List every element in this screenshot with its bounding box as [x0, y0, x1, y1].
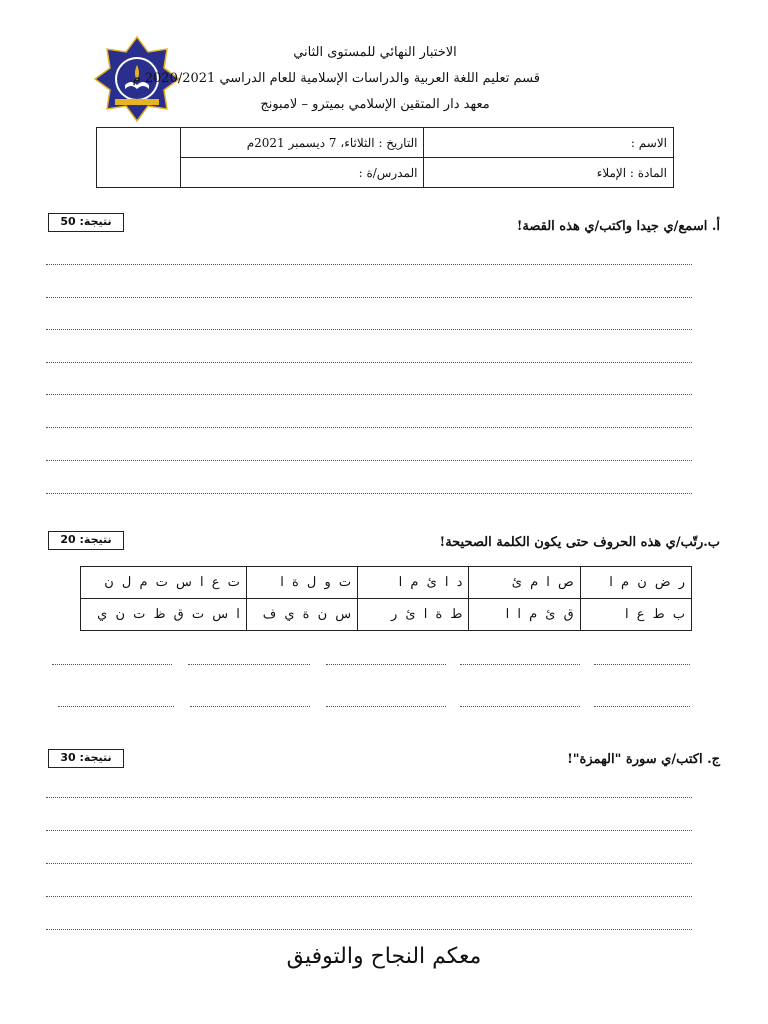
letters-cell: س ن ة ي ف	[246, 599, 357, 631]
answer-line	[46, 896, 692, 897]
letters-row	[81, 567, 692, 599]
student-info-table	[96, 127, 674, 188]
section-a-score: نتيجة: 50	[48, 213, 124, 232]
letters-cell: د ا ئ م ا	[358, 567, 469, 599]
short-answer-line	[188, 664, 310, 665]
answer-line	[46, 394, 692, 395]
answer-line	[46, 297, 692, 298]
department-line: قسم تعليم اللغة العربية والدراسات الإسلامية للعام الدراسي 2020/2021 م	[132, 71, 540, 86]
answer-line	[46, 929, 692, 930]
exam-title: الاختبار النهائي للمستوى الثاني	[293, 45, 457, 60]
letters-cell: ص ا م ئ	[469, 567, 580, 599]
letters-cell: ب ط ع ا	[580, 599, 691, 631]
section-c-score: نتيجة: 30	[48, 749, 124, 768]
letters-cell: ط ة ا ئ ر	[358, 599, 469, 631]
answer-line	[46, 329, 692, 330]
answer-line	[46, 797, 692, 798]
answer-line	[46, 493, 692, 494]
answer-line	[46, 460, 692, 461]
grade-cell	[97, 128, 181, 188]
section-b-title: ب.رتّب/ي هذه الحروف حتى يكون الكلمة الصحيحة!	[439, 535, 720, 550]
letters-cell: ت و ل ة ا	[246, 567, 357, 599]
answer-line	[46, 362, 692, 363]
short-answer-line	[594, 706, 690, 707]
name-field: الاسم :	[424, 128, 674, 158]
letters-row	[81, 599, 692, 631]
section-c-title: ج. اكتب/ي سورة "الهمزة"!	[567, 752, 720, 767]
letters-cell: ر ض ن م ا	[580, 567, 691, 599]
exam-header	[132, 40, 540, 118]
section-b-score: نتيجة: 20	[48, 531, 124, 550]
letters-cell: ق ئ م ا ا	[469, 599, 580, 631]
letters-table	[80, 566, 692, 631]
subject-field: المادة : الإملاء	[424, 158, 674, 188]
answer-line	[46, 863, 692, 864]
letters-cell: ت ع ا س ت م ل ن	[81, 567, 247, 599]
answer-line	[46, 264, 692, 265]
section-a-title: أ. اسمع/ي جيدا واكتب/ي هذه القصة!	[516, 219, 720, 234]
short-answer-line	[190, 706, 310, 707]
date-field: التاريخ : الثلاثاء، 7 ديسمبر 2021م	[180, 128, 424, 158]
answer-line	[46, 427, 692, 428]
answer-line	[46, 830, 692, 831]
short-answer-line	[460, 664, 580, 665]
short-answer-line	[326, 664, 446, 665]
short-answer-line	[52, 664, 172, 665]
institute-name: معهد دار المتقين الإسلامي بميترو – لامبونج	[260, 97, 490, 112]
short-answer-line	[58, 706, 174, 707]
short-answer-line	[460, 706, 580, 707]
teacher-field: المدرس/ة :	[180, 158, 424, 188]
short-answer-line	[326, 706, 446, 707]
letters-cell: ا س ت ق ظ ت ن ي	[81, 599, 247, 631]
closing-wish: معكم النجاح والتوفيق	[286, 944, 482, 969]
short-answer-line	[594, 664, 690, 665]
